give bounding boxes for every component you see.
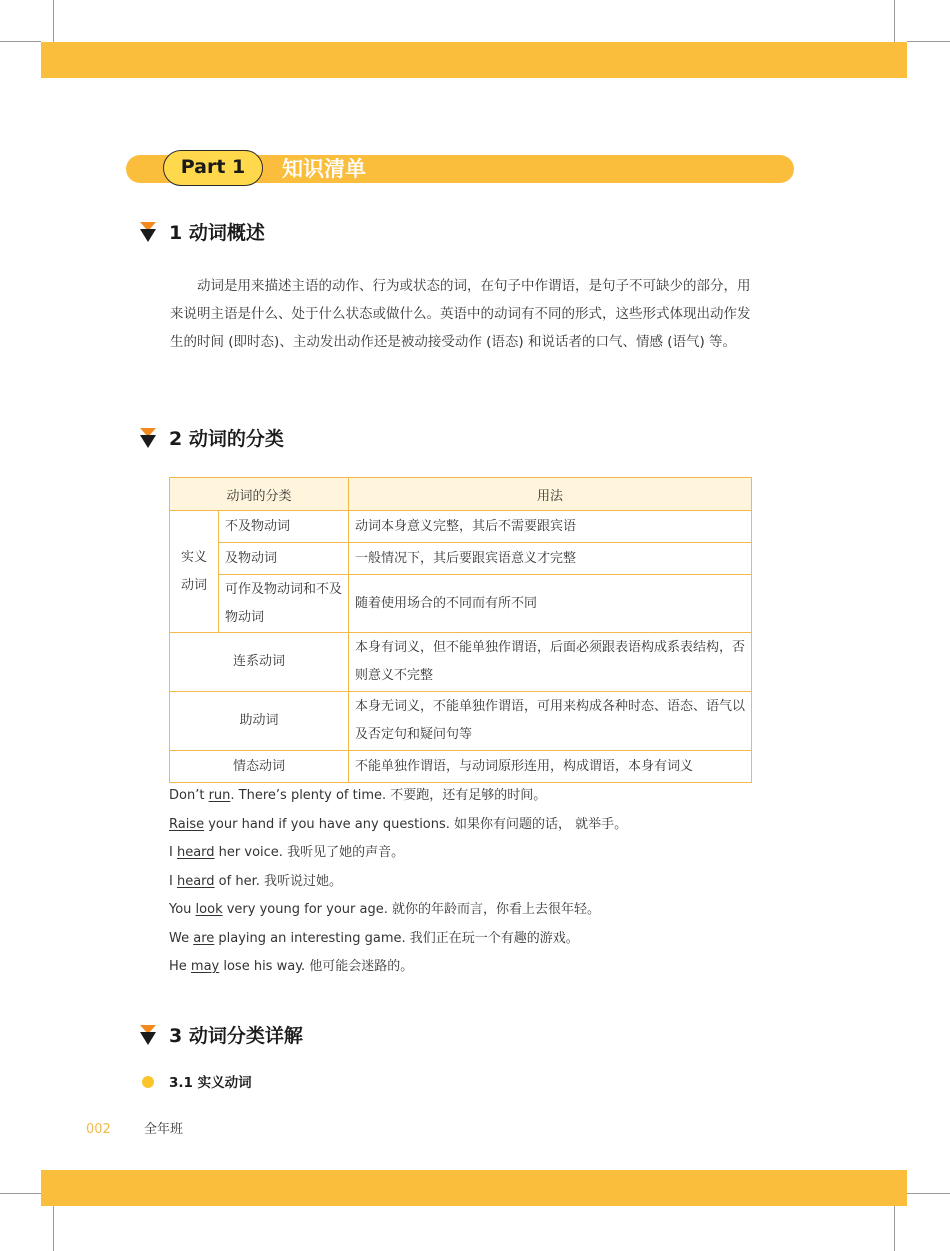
table-row — [170, 692, 752, 751]
crop-mark — [53, 1206, 54, 1251]
example-sentence: You look very young for your age. 就你的年龄而言，你看上去很年轻。 — [169, 902, 600, 917]
table-cell: 可作及物动词和不及物动词 — [219, 575, 349, 633]
table-row — [170, 543, 752, 575]
table-cell: 动词本身意义完整，其后不需要跟宾语 — [349, 511, 752, 543]
table-row — [170, 575, 752, 633]
section-paragraph: 动词是用来描述主语的动作、行为或状态的词，在句子中作谓语，是句子不可缺少的部分，用来说明主语是什么、处于什么状态或做什么。英语中的动词有不同的形式，这些形式体现出动作发生的时间 (即时态)、主动发出动作还是被动接受动作 (语态) 和说话者的口气、情感 (语气) 等。 — [170, 278, 751, 350]
table-cell: 不能单独作谓语，与动词原形连用，构成谓语，本身有词义 — [349, 751, 752, 783]
table-row — [170, 751, 752, 783]
table-header-row — [170, 478, 752, 511]
example-sentence: I heard of her. 我听说过她。 — [169, 873, 342, 889]
table-cell: 情态动词 — [170, 751, 349, 783]
subsection-title: 3.1 实义动词 — [169, 1075, 252, 1091]
table-cell: 助动词 — [170, 692, 349, 751]
table-header-cell: 动词的分类 — [170, 478, 349, 511]
example-verb: heard — [176, 873, 215, 889]
example-sentence: Raise your hand if you have any questions. 如果你有问题的话， 就举手。 — [169, 816, 628, 832]
table-cell: 随着使用场合的不同而有所不同 — [349, 575, 752, 633]
verb-classification-table — [169, 477, 752, 783]
crop-mark — [0, 1193, 41, 1194]
class-name: 全年班 — [144, 1122, 184, 1137]
example-sentence: I heard her voice. 我听见了她的声音。 — [169, 845, 405, 860]
header-band — [41, 42, 907, 78]
crop-mark — [894, 0, 895, 42]
example-verb: heard — [176, 845, 215, 860]
table-row — [170, 511, 752, 543]
crop-mark — [894, 1206, 895, 1251]
example-verb: run — [208, 788, 231, 803]
table-group-cell: 实义动词 — [170, 511, 219, 633]
triangle-down-icon — [140, 1025, 156, 1045]
table-cell: 本身无词义，不能单独作谓语，可用来构成各种时态、语态、语气以及否定句和疑问句等 — [349, 692, 752, 751]
crop-mark — [0, 41, 41, 42]
triangle-down-icon — [140, 222, 156, 242]
section-title: 2 动词的分类 — [169, 428, 284, 450]
table-cell: 及物动词 — [219, 543, 349, 575]
table-header-cell: 用法 — [349, 478, 752, 511]
page-number: 002 — [86, 1122, 111, 1137]
example-list — [169, 782, 627, 982]
example-sentence: We are playing an interesting game. 我们正在玩一个有趣的游戏。 — [169, 930, 579, 946]
section-title: 1 动词概述 — [169, 222, 265, 244]
bullet-dot-icon — [142, 1076, 154, 1088]
crop-mark — [907, 41, 950, 42]
triangle-down-icon — [140, 428, 156, 448]
example-verb: Raise — [169, 816, 205, 832]
part-label: Part 1 — [163, 150, 263, 186]
example-sentence: He may lose his way. 他可能会迷路的。 — [169, 959, 414, 974]
example-verb: look — [195, 902, 223, 917]
example-verb: may — [190, 959, 220, 974]
example-verb: are — [193, 930, 215, 946]
table-cell: 连系动词 — [170, 633, 349, 692]
table-cell: 一般情况下，其后要跟宾语意义才完整 — [349, 543, 752, 575]
example-sentence: Don’t run. There’s plenty of time. 不要跑，还有足够的时间。 — [169, 788, 547, 803]
part-title: 知识清单 — [282, 157, 366, 181]
footer-band — [41, 1170, 907, 1206]
table-cell: 不及物动词 — [219, 511, 349, 543]
table-row — [170, 633, 752, 692]
table-cell: 本身有词义，但不能单独作谓语，后面必须跟表语构成系表结构，否则意义不完整 — [349, 633, 752, 692]
crop-mark — [907, 1193, 950, 1194]
crop-mark — [53, 0, 54, 42]
section-title: 3 动词分类详解 — [169, 1025, 303, 1047]
